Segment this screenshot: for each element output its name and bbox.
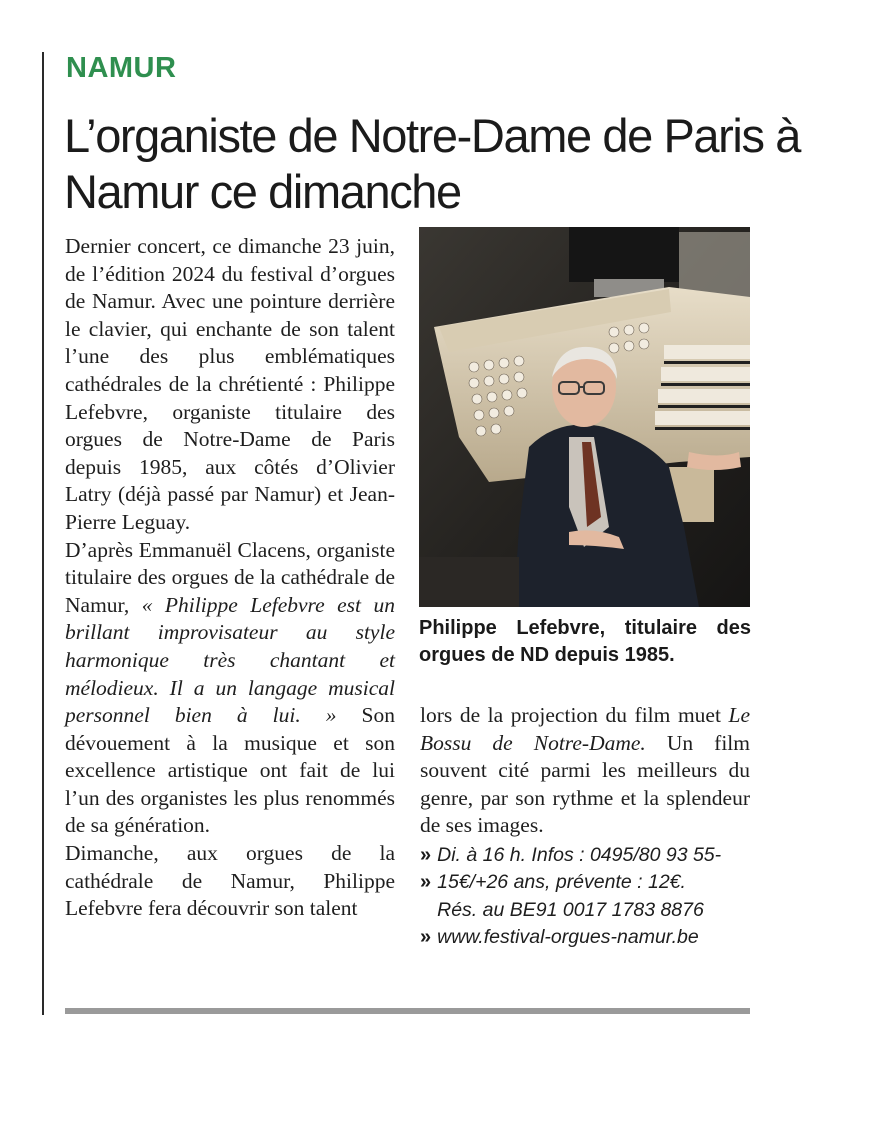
info-line-booking: Rés. au BE91 0017 1783 8876 xyxy=(437,898,704,921)
quote-intro: D’après Emmanuël Clacens, organiste titulaire des orgues de la cathédrale de Namur, xyxy=(65,537,395,617)
info-bullet-icon: » xyxy=(420,926,432,949)
film-title: Le Bossu de Notre-Dame. xyxy=(420,703,751,755)
website-link[interactable]: www.festival-orgues-namur.be xyxy=(437,926,699,949)
bottom-rule xyxy=(65,1008,750,1014)
article-body-column-2 xyxy=(420,702,750,952)
body-paragraph-2 xyxy=(65,537,395,841)
paragraph-2-rest: Son dévouement à la musique et son excellence artistique ont fait de lui l’un des organistes les plus renommés de sa génération. xyxy=(65,703,395,838)
film-description: Un film souvent cité parmi les meilleurs du genre, par son rythme et la splendeur de ses images. xyxy=(420,730,751,838)
practical-info xyxy=(420,842,750,952)
photo-caption: Philippe Lefebvre, titulaire des orgues de ND depuis 1985. xyxy=(419,617,751,666)
left-column-rule xyxy=(42,52,44,1015)
organist-photo xyxy=(419,227,750,607)
info-bullet-icon: » xyxy=(420,843,432,866)
body-paragraph-4 xyxy=(420,702,750,840)
info-line-schedule: » Di. à 16 h. Infos : 0495/80 93 55- xyxy=(420,843,722,866)
article-headline: L’organiste de Notre-Dame de Paris à Namur ce dimanche xyxy=(64,109,800,218)
info-line-prices: » 15€/+26 ans, prévente : 12€. xyxy=(420,871,686,894)
info-line-website[interactable] xyxy=(420,924,750,952)
article-body-column-1 xyxy=(65,233,395,923)
quote-text: « Philippe Lefebvre est un brillant improvisateur au style harmonique très chantant et mélodieux. Il a un langage musical personnel bien à lui. » xyxy=(65,592,396,728)
film-intro: lors de la projection du film muet xyxy=(420,703,721,727)
section-kicker: NAMUR xyxy=(66,52,177,84)
info-bullet-icon: » xyxy=(420,871,432,894)
body-paragraph-3: Dimanche, aux orgues de la cathédrale de Namur, Philippe Lefebvre fera découvrir son talent xyxy=(65,841,395,921)
body-paragraph-1: Dernier concert, ce dimanche 23 juin, de l’édition 2024 du festival d’orgues de Namur. Avec une pointure derrière le clavier, qui enchante de son talent l’une des plus emblématiques cathédrales de la chrétienté : Philippe Lefebvre, organiste titulaire des orgues de Notre-Dame de Paris depuis 1985, aux côtés d’Olivier Latry (déjà passé par Namur) et Jean-Pierre Leguay. xyxy=(65,234,395,534)
